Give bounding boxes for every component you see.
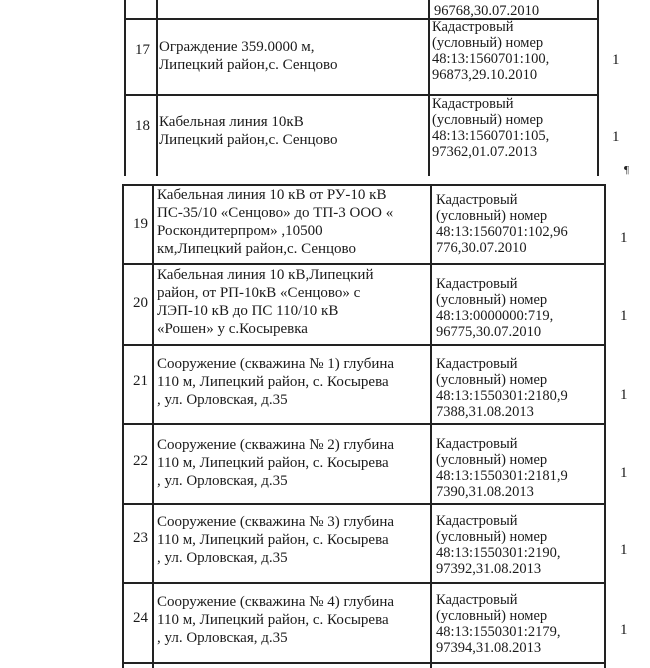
row-description: Кабельная линия 10 кВ от РУ-10 кВ ПС-35/10 «Сенцово» до ТП-3 ООО « Роскондитерпром» ,10500 км,Липецкий район,с. Сенцово bbox=[157, 187, 394, 257]
row-number: 24 bbox=[133, 610, 148, 626]
row-quantity: 1 bbox=[620, 622, 628, 638]
grid-line bbox=[124, 0, 126, 176]
top-fragment-text: 96768,30.07.2010 bbox=[434, 3, 540, 19]
grid-line bbox=[152, 184, 154, 668]
grid-line bbox=[122, 662, 605, 664]
row-quantity: 1 bbox=[620, 230, 628, 246]
row-cadastral: Кадастровый (условный) номер 48:13:1560701:100, 96873,29.10.2010 bbox=[432, 19, 550, 83]
grid-line bbox=[122, 344, 605, 346]
row-number: 18 bbox=[135, 118, 150, 134]
grid-line bbox=[122, 503, 605, 505]
grid-line bbox=[122, 582, 605, 584]
row-number: 17 bbox=[135, 42, 150, 58]
row-description: Ограждение 359.0000 м, Липецкий район,с. Сенцово bbox=[159, 39, 338, 73]
pilcrow-mark: ¶ bbox=[624, 164, 629, 176]
grid-line bbox=[156, 0, 158, 176]
row-description: Кабельная линия 10 кВ,Липецкий район, от РП-10кВ «Сенцово» с ЛЭП-10 кВ до ПС 110/10 кВ «Рошен» у с.Косыревка bbox=[157, 267, 374, 337]
top-sheet bbox=[0, 0, 650, 176]
row-cadastral: Кадастровый (условный) номер 48:13:1560701:102,96 776,30.07.2010 bbox=[436, 192, 568, 256]
row-cadastral: Кадастровый (условный) номер 48:13:1550301:2180,9 7388,31.08.2013 bbox=[436, 356, 568, 420]
row-quantity: 1 bbox=[620, 465, 628, 481]
row-description: Кабельная линия 10кВ Липецкий район,с. Сенцово bbox=[159, 114, 338, 148]
grid-line bbox=[428, 0, 430, 176]
grid-line bbox=[122, 184, 124, 668]
grid-line bbox=[604, 184, 606, 668]
bottom-sheet bbox=[0, 180, 650, 668]
row-cadastral: Кадастровый (условный) номер 48:13:1550301:2179, 97394,31.08.2013 bbox=[436, 592, 561, 656]
grid-line bbox=[597, 0, 599, 176]
row-number: 22 bbox=[133, 453, 148, 469]
row-quantity: 1 bbox=[612, 52, 620, 68]
grid-line bbox=[430, 184, 432, 668]
row-quantity: 1 bbox=[620, 542, 628, 558]
row-number: 23 bbox=[133, 530, 148, 546]
row-description: Сооружение (скважина № 4) глубина 110 м, Липецкий район, с. Косырева , ул. Орловская, д.35 bbox=[157, 594, 395, 646]
row-cadastral: Кадастровый (условный) номер 48:13:0000000:719, 96775,30.07.2010 bbox=[436, 276, 554, 340]
row-quantity: 1 bbox=[612, 129, 620, 145]
row-description: Сооружение (скважина № 3) глубина 110 м, Липецкий район, с. Косырева , ул. Орловская, д.35 bbox=[157, 514, 395, 566]
row-cadastral: Кадастровый (условный) номер 48:13:1550301:2190, 97392,31.08.2013 bbox=[436, 513, 561, 577]
row-number: 20 bbox=[133, 295, 148, 311]
row-number: 21 bbox=[133, 373, 148, 389]
grid-line bbox=[122, 423, 605, 425]
row-cadastral: Кадастровый (условный) номер 48:13:1550301:2181,9 7390,31.08.2013 bbox=[436, 436, 568, 500]
row-description: Сооружение (скважина № 1) глубина 110 м, Липецкий район, с. Косырева , ул. Орловская, д.35 bbox=[157, 356, 395, 408]
grid-line bbox=[122, 263, 605, 265]
row-quantity: 1 bbox=[620, 387, 628, 403]
row-cadastral: Кадастровый (условный) номер 48:13:1560701:105, 97362,01.07.2013 bbox=[432, 96, 550, 160]
row-number: 19 bbox=[133, 216, 148, 232]
row-quantity: 1 bbox=[620, 308, 628, 324]
row-description: Сооружение (скважина № 2) глубина 110 м, Липецкий район, с. Косырева , ул. Орловская, д.35 bbox=[157, 437, 395, 489]
